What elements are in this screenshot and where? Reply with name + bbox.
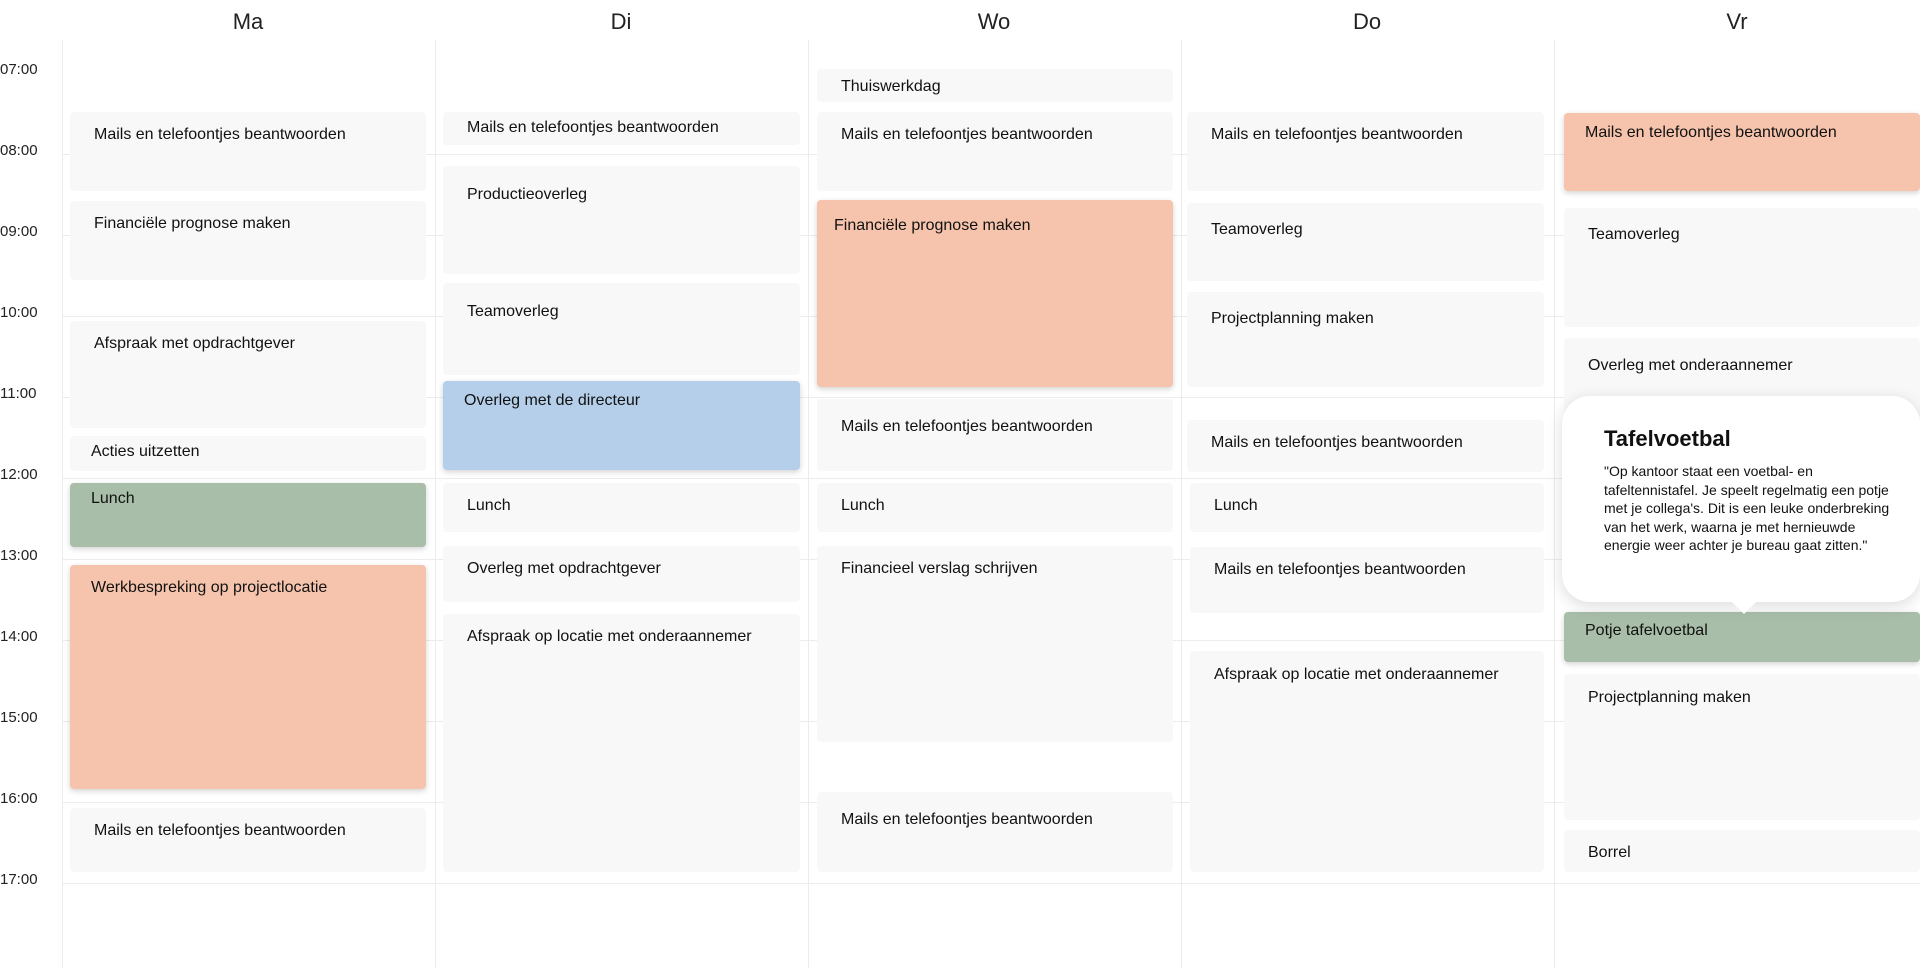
event-di-mails[interactable]: Mails en telefoontjes beantwoorden: [443, 112, 800, 145]
event-ma-acties-uitzetten[interactable]: Acties uitzetten: [70, 436, 426, 471]
event-ma-financiele-prognose[interactable]: Financiële prognose maken: [70, 201, 426, 280]
event-vr-teamoverleg[interactable]: Teamoverleg: [1564, 208, 1920, 327]
hour-line: [62, 883, 1920, 884]
column-divider: [808, 40, 809, 968]
day-header-vr: Vr: [1726, 9, 1748, 34]
event-tooltip-popover: [1562, 396, 1920, 602]
day-header-ma: Ma: [232, 9, 264, 34]
time-label: 12:00: [0, 466, 38, 483]
time-label: 07:00: [0, 61, 38, 78]
event-do-projectplanning[interactable]: Projectplanning maken: [1187, 292, 1544, 387]
tooltip-title: Tafelvoetbal: [1604, 426, 1731, 451]
event-do-afspraak-locatie[interactable]: Afspraak op locatie met onderaannemer: [1190, 651, 1544, 872]
event-do-mails-3[interactable]: Mails en telefoontjes beantwoorden: [1190, 547, 1544, 613]
time-label: 13:00: [0, 547, 38, 564]
event-wo-financiele-prognose[interactable]: Financiële prognose maken: [817, 200, 1173, 387]
time-label: 09:00: [0, 223, 38, 240]
event-vr-potje-tafelvoetbal[interactable]: Potje tafelvoetbal: [1564, 612, 1920, 662]
event-wo-mails-2[interactable]: Mails en telefoontjes beantwoorden: [817, 399, 1173, 471]
time-label: 11:00: [0, 385, 37, 402]
time-label: 10:00: [0, 304, 38, 321]
event-di-overleg-directeur[interactable]: Overleg met de directeur: [443, 381, 800, 470]
event-do-mails-2[interactable]: Mails en telefoontjes beantwoorden: [1187, 420, 1544, 472]
event-di-productieoverleg[interactable]: Productieoverleg: [443, 166, 800, 274]
event-wo-financieel-verslag[interactable]: Financieel verslag schrijven: [817, 546, 1173, 742]
time-label: 17:00: [0, 871, 38, 888]
time-label: 15:00: [0, 709, 38, 726]
event-wo-thuiswerkdag[interactable]: Thuiswerkdag: [817, 69, 1173, 102]
event-ma-mails-2[interactable]: Mails en telefoontjes beantwoorden: [70, 808, 426, 872]
event-vr-borrel[interactable]: Borrel: [1564, 830, 1920, 872]
event-vr-mails[interactable]: Mails en telefoontjes beantwoorden: [1564, 113, 1920, 191]
event-wo-mails-1[interactable]: Mails en telefoontjes beantwoorden: [817, 112, 1173, 191]
column-divider: [435, 40, 436, 968]
event-di-lunch[interactable]: Lunch: [443, 483, 800, 532]
column-divider: [62, 40, 63, 968]
event-ma-afspraak-opdrachtgever[interactable]: Afspraak met opdrachtgever: [70, 321, 426, 428]
event-wo-lunch[interactable]: Lunch: [817, 483, 1173, 532]
time-label: 16:00: [0, 790, 38, 807]
time-label: 08:00: [0, 142, 38, 159]
tooltip-body: "Op kantoor staat een voetbal- en tafeltennistafel. Je speelt regelmatig een potje met je collega's. Dit is een leuke onderbreking van het werk, waarna je met hernieuwde energie weer achter je bureau gaat zitten.": [1604, 463, 1890, 553]
event-do-teamoverleg[interactable]: Teamoverleg: [1187, 203, 1544, 281]
day-header-wo: Wo: [977, 9, 1011, 34]
event-ma-lunch[interactable]: Lunch: [70, 483, 426, 547]
event-do-mails-1[interactable]: Mails en telefoontjes beantwoorden: [1187, 112, 1544, 191]
day-header-do: Do: [1352, 9, 1382, 34]
event-di-overleg-opdrachtgever[interactable]: Overleg met opdrachtgever: [443, 546, 800, 602]
time-label: 14:00: [0, 628, 38, 645]
column-divider: [1554, 40, 1555, 968]
event-do-lunch[interactable]: Lunch: [1190, 483, 1544, 532]
event-di-teamoverleg[interactable]: Teamoverleg: [443, 283, 800, 375]
event-ma-mails-1[interactable]: Mails en telefoontjes beantwoorden: [70, 112, 426, 191]
event-vr-overleg-onderaannemer[interactable]: Overleg met onderaannemer: [1564, 338, 1920, 418]
event-vr-projectplanning[interactable]: Projectplanning maken: [1564, 674, 1920, 820]
column-divider: [1181, 40, 1182, 968]
day-header-di: Di: [610, 9, 632, 34]
event-di-afspraak-locatie[interactable]: Afspraak op locatie met onderaannemer: [443, 614, 800, 872]
event-wo-mails-3[interactable]: Mails en telefoontjes beantwoorden: [817, 792, 1173, 872]
event-ma-werkbespreking[interactable]: Werkbespreking op projectlocatie: [70, 565, 426, 789]
